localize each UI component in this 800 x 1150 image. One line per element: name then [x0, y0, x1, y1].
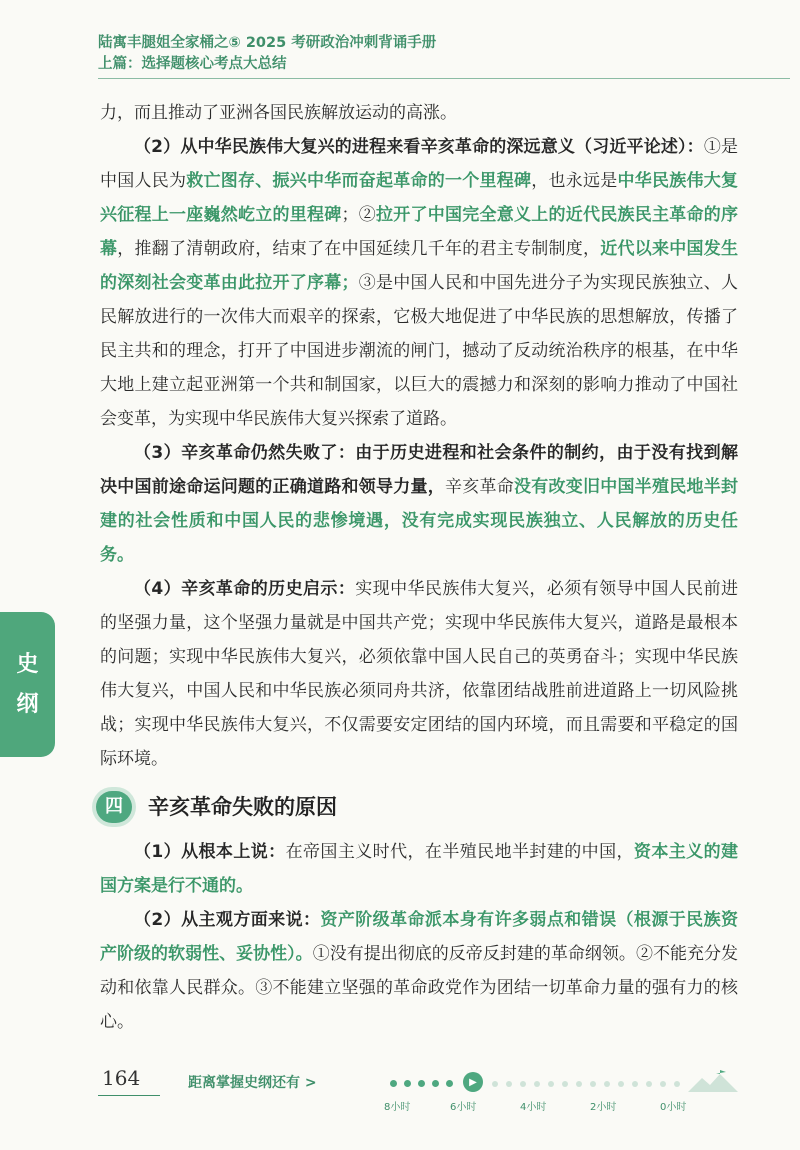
paragraph-1: 力，而且推动了亚洲各国民族解放运动的高涨。	[100, 103, 457, 123]
text-run: ，也永远是	[531, 171, 618, 191]
progress-dot	[660, 1081, 666, 1087]
page-number-underline	[98, 1095, 160, 1096]
progress-dot	[674, 1081, 680, 1087]
text-run: 在帝国主义时代，在半殖民地半封建的中国，	[285, 842, 634, 862]
text-run: 实现中华民族伟大复兴，必须有领导中国人民前进的坚强力量，这个坚强力量就是中国共产党；实现中华民族伟大复兴，道路是最根本的问题；实现中华民族伟大复兴，必须依靠中国人民自己的英勇奋斗；实现中华民族伟大复兴，中国人民和中华民族必须同舟共济，依靠团结战胜前进道路上一切风险挑战；实现中华民族伟大复兴，不仅需要安定团结的国内环境，而且需要和平稳定的国际环境。	[100, 579, 739, 769]
text-run: ③是中国人民和中国先进分子为实现民族独立、人民解放进行的一次伟大而艰辛的探索，它极大地促进了中华民族的思想解放，传播了民主共和的理念，打开了中国进步潮流的闸门，撼动了反动统治秩序的根基，在中华大地上建立起亚洲第一个共和制国家，以巨大的震撼力和深刻的影响力推动了中国社会变革，为实现中华民族伟大复兴探索了道路。	[100, 273, 738, 429]
chapter-side-tab[interactable]	[0, 612, 55, 757]
paragraph-6	[100, 903, 738, 1039]
progress-label: 距离掌握史纲还有 >	[188, 1075, 317, 1091]
page-number: 164	[102, 1066, 141, 1090]
progress-dot	[562, 1081, 568, 1087]
progress-dot	[432, 1080, 439, 1087]
progress-dot	[418, 1080, 425, 1087]
text-run: ，推翻了清朝政府，结束了在中国延续几千年的君主专制制度，	[117, 239, 601, 259]
text-run: （3）辛亥革命仍然失败了：由于历史进程和社会条件的制约，由于没有找到解决中国前途命运问题的正确道路和领导力量，	[100, 443, 738, 497]
text-run: 资产阶级革命派本身有许多弱点和错误（根源于民族资产阶级的软弱性、妥协性）。	[100, 910, 738, 964]
text-run: （2）从主观方面来说：	[134, 910, 321, 930]
text-run: ；②	[341, 205, 376, 225]
text-run: 没有改变旧中国半殖民地半封建的社会性质和中国人民的悲惨境遇，没有完成实现民族独立、人民解放的历史任务。	[100, 477, 738, 565]
text-run: 辛亥革命	[445, 477, 514, 497]
text-run: （1）从根本上说：	[134, 842, 286, 862]
side-tab-char-2: 纲	[16, 691, 39, 717]
progress-dot	[632, 1081, 638, 1087]
progress-dot	[534, 1081, 540, 1087]
paragraph-3	[100, 436, 738, 572]
main-content	[100, 96, 738, 1039]
text-run: （2）从中华民族伟大复兴的进程来看辛亥革命的深远意义（习近平论述）：	[134, 137, 704, 157]
progress-dot	[390, 1080, 397, 1087]
section-heading	[96, 785, 738, 829]
tick-label: 2小时	[590, 1102, 617, 1113]
text-run: 救亡图存、振兴中华而奋起革命的一个里程碑	[186, 171, 532, 191]
progress-dot	[590, 1081, 596, 1087]
section-title: 辛亥革命失败的原因	[148, 795, 337, 819]
text-run: 中华民族伟大复兴征程上一座巍然屹立的里程碑	[100, 171, 738, 225]
progress-dot	[520, 1081, 526, 1087]
section-number-badge: 四	[96, 791, 132, 823]
text-run: （4）辛亥革命的历史启示：	[134, 579, 356, 599]
runner-icon: ▶	[463, 1072, 483, 1092]
progress-dot	[548, 1081, 554, 1087]
tick-label: 6小时	[450, 1102, 477, 1113]
paragraph-5	[100, 835, 738, 903]
progress-track	[384, 1068, 748, 1116]
text-run: 近代以来中国发生的深刻社会变革由此拉开了序幕；	[100, 239, 738, 293]
page-footer	[0, 1060, 800, 1120]
progress-dot	[576, 1081, 582, 1087]
text-run: ①没有提出彻底的反帝反封建的革命纲领。②不能充分发动和依靠人民群众。③不能建立坚强的革命政党作为团结一切革命力量的强有力的核心。	[100, 944, 739, 1032]
progress-dot	[618, 1081, 624, 1087]
page-header	[98, 33, 788, 75]
progress-dot	[404, 1080, 411, 1087]
progress-dot	[492, 1081, 498, 1087]
tick-label: 8小时	[384, 1102, 411, 1113]
paragraph-2	[100, 130, 738, 436]
part-title: 上篇：选择题核心考点大总结	[98, 56, 287, 72]
book-title: 陆寓丰腿姐全家桶之⑤ 2025 考研政治冲刺背诵手册	[98, 35, 437, 51]
tick-label: 4小时	[520, 1102, 547, 1113]
paragraph-4	[100, 572, 738, 776]
side-tab-char-1: 史	[16, 651, 39, 677]
progress-dot	[446, 1080, 453, 1087]
tick-label: 0小时	[660, 1102, 687, 1113]
text-run: 拉开了中国完全意义上的近代民族民主革命的序幕	[100, 205, 738, 259]
progress-dot	[604, 1081, 610, 1087]
header-divider	[98, 78, 790, 79]
progress-dot	[646, 1081, 652, 1087]
text-run: 资本主义的建国方案是行不通的。	[100, 842, 738, 896]
mountain-icon	[688, 1070, 738, 1094]
text-run: ①是中国人民为	[100, 137, 739, 191]
progress-dot	[506, 1081, 512, 1087]
